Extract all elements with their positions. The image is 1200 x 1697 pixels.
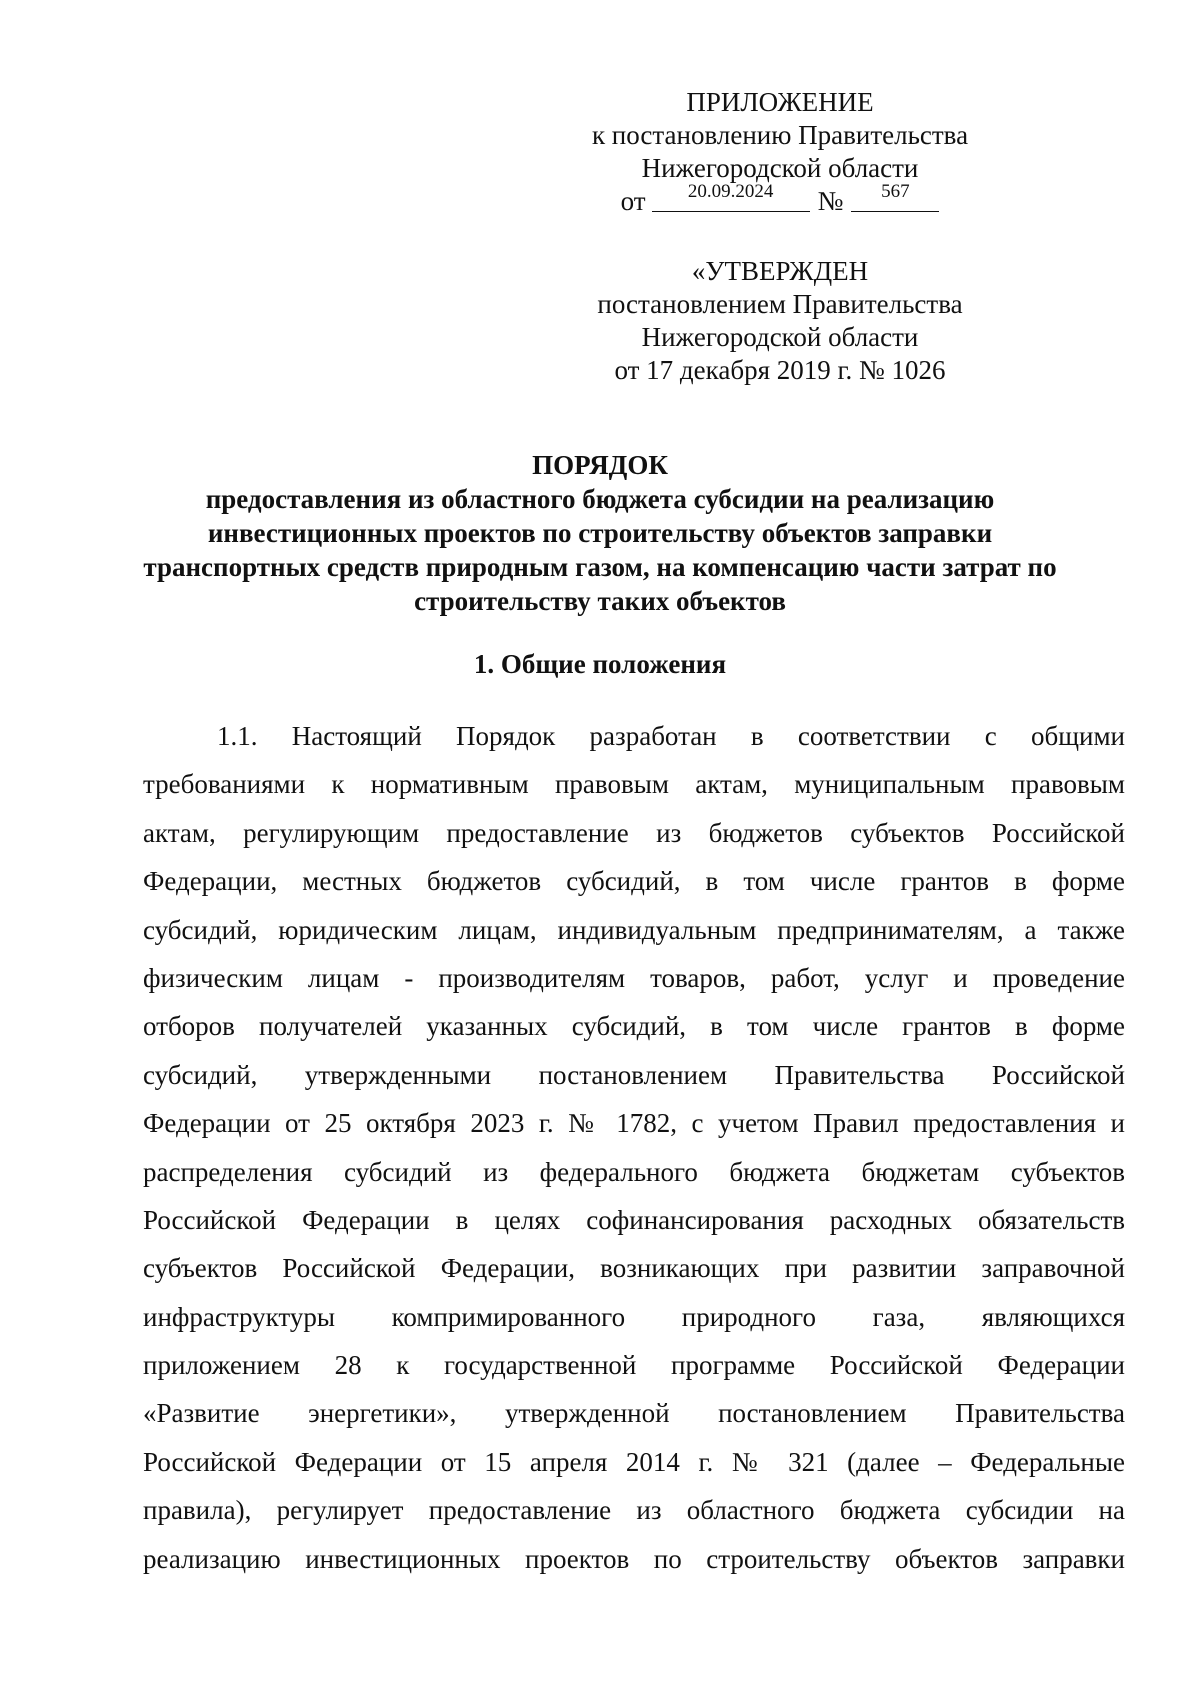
number-value: 567 — [881, 181, 910, 202]
from-label: от — [620, 186, 646, 216]
paragraph-line: субъектов Российской Федерации, возникающих при развитии заправочной — [143, 1253, 1125, 1284]
title-subline: предоставления из областного бюджета субсидии на реализацию — [205, 484, 995, 514]
paragraph-1-1 — [143, 712, 1125, 1583]
paragraph-line: «Развитие энергетики», утвержденной постановлением Правительства — [143, 1398, 1125, 1429]
date-field — [652, 181, 810, 212]
paragraph-line: требованиями к нормативным правовым актам, муниципальным правовым — [143, 769, 1125, 800]
annex-title: ПРИЛОЖЕНИЕ — [686, 87, 874, 117]
paragraph-line: субсидий, утвержденными постановлением Правительства Российской — [143, 1059, 1125, 1090]
paragraph-line: 1.1. Настоящий Порядок разработан в соответствии с общими — [217, 721, 1125, 751]
annex-line-2: к постановлению Правительства — [591, 120, 969, 150]
paragraph-line: распределения субсидий из федерального бюджета бюджетам субъектов — [143, 1156, 1125, 1187]
approved-line-1: «УТВЕРЖДЕН — [691, 256, 869, 286]
approved-line-2: постановлением Правительства — [597, 289, 963, 319]
title-subline: транспортных средств природным газом, на компенсацию части затрат по — [143, 552, 1057, 582]
approved-header — [555, 255, 1005, 387]
section-heading: 1. Общие положения — [473, 649, 727, 679]
annex-date-row — [555, 181, 1005, 218]
approved-line-4: от 17 декабря 2019 г. № 1026 — [614, 355, 946, 385]
annex-line-3: Нижегородской области — [641, 153, 919, 183]
paragraph-line: правила), регулирует предоставление из областного бюджета субсидии на — [143, 1495, 1125, 1526]
title-main: ПОРЯДОК — [532, 450, 668, 480]
annex-header — [555, 86, 1005, 218]
title-subline: строительству таких объектов — [414, 586, 786, 616]
date-value: 20.09.2024 — [687, 181, 774, 202]
paragraph-line: субсидий, юридическим лицам, индивидуальным предпринимателям, а также — [143, 914, 1125, 945]
number-field — [851, 181, 939, 212]
paragraph-line: инфраструктуры компримированного природного газа, являющихся — [143, 1301, 1125, 1332]
approved-line-3: Нижегородской области — [641, 322, 919, 352]
paragraph-line: Российской Федерации от 15 апреля 2014 г. № 321 (далее – Федеральные — [143, 1446, 1125, 1477]
number-label: № — [817, 186, 844, 216]
paragraph-line: реализацию инвестиционных проектов по строительству объектов заправки — [143, 1543, 1125, 1574]
paragraph-line: актам, регулирующим предоставление из бюджетов субъектов Российской — [143, 817, 1125, 848]
paragraph-line: Федерации от 25 октября 2023 г. № 1782, с учетом Правил предоставления и — [143, 1108, 1125, 1139]
title-subline: инвестиционных проектов по строительству объектов заправки — [207, 518, 993, 548]
paragraph-line: отборов получателей указанных субсидий, в том числе грантов в форме — [143, 1011, 1125, 1042]
paragraph-line: физическим лицам - производителям товаров, работ, услуг и проведение — [143, 962, 1125, 993]
document-title — [130, 448, 1070, 618]
paragraph-line: Российской Федерации в целях софинансирования расходных обязательств — [143, 1204, 1125, 1235]
paragraph-line: Федерации, местных бюджетов субсидий, в том числе грантов в форме — [143, 866, 1125, 897]
paragraph-line: приложением 28 к государственной программе Российской Федерации — [143, 1350, 1125, 1381]
